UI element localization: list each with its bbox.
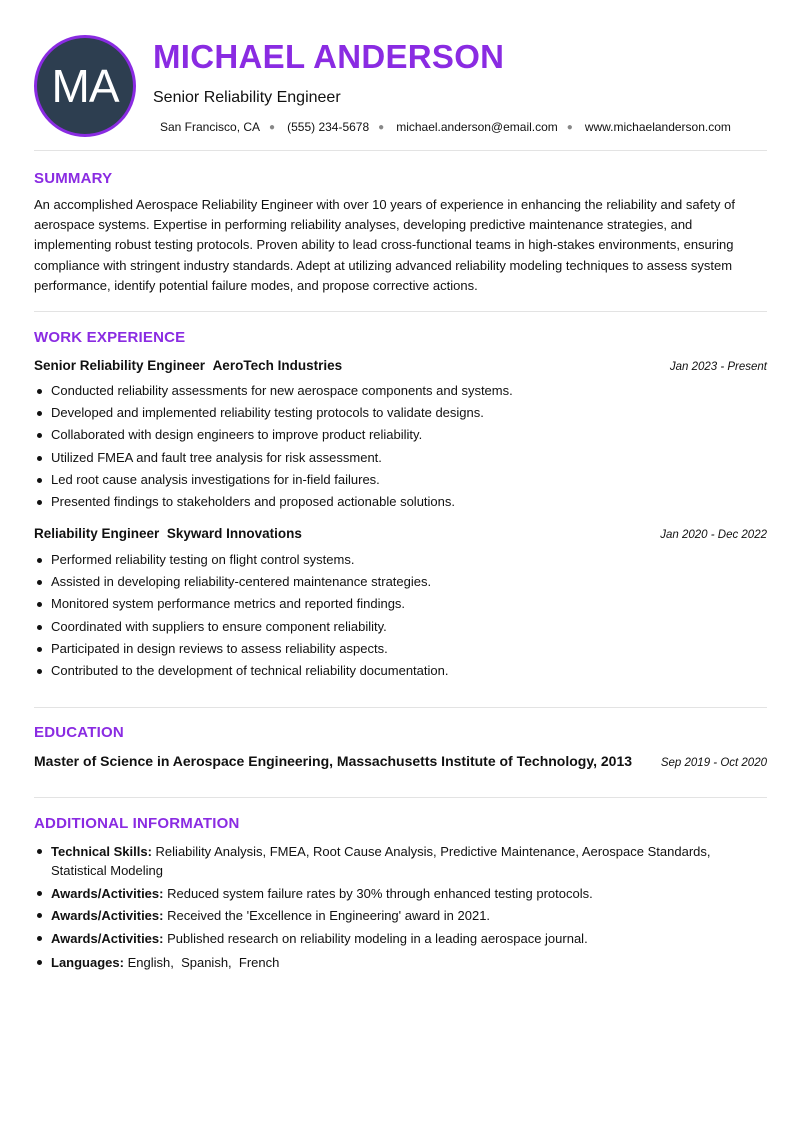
avatar-initials: MA — [51, 60, 119, 112]
item-text: Published research on reliability modeling in a leading aerospace journal. — [167, 930, 588, 946]
list-item: Contributed to the development of technical reliability documentation. — [34, 660, 754, 682]
summary-heading: SUMMARY — [34, 170, 113, 187]
list-item: Collaborated with design engineers to improve product reliability. — [34, 424, 754, 446]
job-dates: Jan 2023 - Present — [669, 361, 767, 373]
divider — [34, 311, 767, 312]
list-item: Assisted in developing reliability-centered maintenance strategies. — [34, 571, 754, 593]
list-item: Developed and implemented reliability testing protocols to validate designs. — [34, 402, 754, 424]
list-item: Presented findings to stakeholders and proposed actionable solutions. — [34, 491, 754, 513]
separator-dot: ● — [566, 121, 573, 133]
additional-list — [34, 842, 754, 975]
list-item — [34, 906, 754, 925]
item-label: Languages: — [51, 954, 124, 970]
item-text: English, Spanish, French — [127, 954, 280, 970]
additional-heading: ADDITIONAL INFORMATION — [34, 815, 240, 832]
item-label: Awards/Activities: — [51, 908, 164, 923]
divider — [34, 797, 767, 798]
separator-dot: ● — [378, 121, 385, 133]
experience-heading: WORK EXPERIENCE — [34, 329, 186, 346]
list-item: Participated in design reviews to assess reliability aspects. — [34, 638, 754, 660]
contact-phone: (555) 234-5678 — [287, 120, 370, 134]
list-item: Monitored system performance metrics and reported findings. — [34, 593, 754, 615]
list-item — [34, 953, 754, 972]
divider — [34, 707, 767, 708]
summary-text: An accomplished Aerospace Reliability Engineer with over 10 years of experience in enhancing the reliability and safety of aerospace systems. Expertise in performing reliability analyses, developing predictive maintenance strategies, and implementing robust testing protocols. Proven ability to lead cross-functional teams in high-stakes environments, ensuring compliance with stringent industry standards. Adept at utilizing advanced reliability modeling techniques to assess system performance, identify potential failure modes, and propose corrective actions. — [34, 197, 735, 293]
candidate-name: MICHAEL ANDERSON — [153, 38, 505, 75]
education-heading: EDUCATION — [34, 724, 124, 741]
job-header — [34, 358, 767, 373]
list-item — [34, 929, 754, 948]
list-item — [34, 884, 754, 903]
contact-website[interactable]: www.michaelanderson.com — [584, 120, 731, 134]
job-dates: Jan 2020 - Dec 2022 — [660, 529, 767, 541]
item-text: Reduced system failure rates by 30% through enhanced testing protocols. — [167, 885, 593, 901]
divider — [34, 150, 767, 151]
separator-dot: ● — [269, 121, 276, 133]
job-header — [34, 526, 767, 541]
item-label: Technical Skills: — [51, 844, 152, 859]
candidate-title: Senior Reliability Engineer — [153, 89, 341, 106]
job-bullets — [34, 549, 754, 682]
avatar — [34, 35, 136, 137]
contact-email[interactable]: michael.anderson@email.com — [396, 120, 558, 134]
list-item: Utilized FMEA and fault tree analysis for risk assessment. — [34, 447, 754, 469]
job-role: Reliability Engineer — [34, 526, 160, 541]
list-item: Performed reliability testing on flight control systems. — [34, 549, 754, 571]
education-degree: Master of Science in Aerospace Engineering, Massachusetts Institute of Technology, 2013 — [34, 753, 633, 769]
list-item: Led root cause analysis investigations for in-field failures. — [34, 469, 754, 491]
contact-location: San Francisco, CA — [160, 120, 261, 134]
list-item — [34, 842, 754, 880]
contact-info — [160, 120, 731, 134]
list-item: Conducted reliability assessments for new aerospace components and systems. — [34, 380, 754, 402]
job-role: Senior Reliability Engineer — [34, 358, 206, 373]
job-company: AeroTech Industries — [212, 358, 343, 373]
item-label: Awards/Activities: — [51, 930, 164, 946]
job-company: Skyward Innovations — [166, 526, 302, 541]
item-label: Awards/Activities: — [51, 885, 164, 901]
education-entry — [34, 753, 767, 769]
list-item: Coordinated with suppliers to ensure component reliability. — [34, 616, 754, 638]
item-text: Received the 'Excellence in Engineering' award in 2021. — [167, 908, 491, 923]
job-bullets — [34, 380, 754, 513]
item-text: Reliability Analysis, FMEA, Root Cause Analysis, Predictive Maintenance, Aerospace Standards, Statistical Modeling — [51, 844, 711, 878]
education-dates: Sep 2019 - Oct 2020 — [660, 757, 767, 769]
